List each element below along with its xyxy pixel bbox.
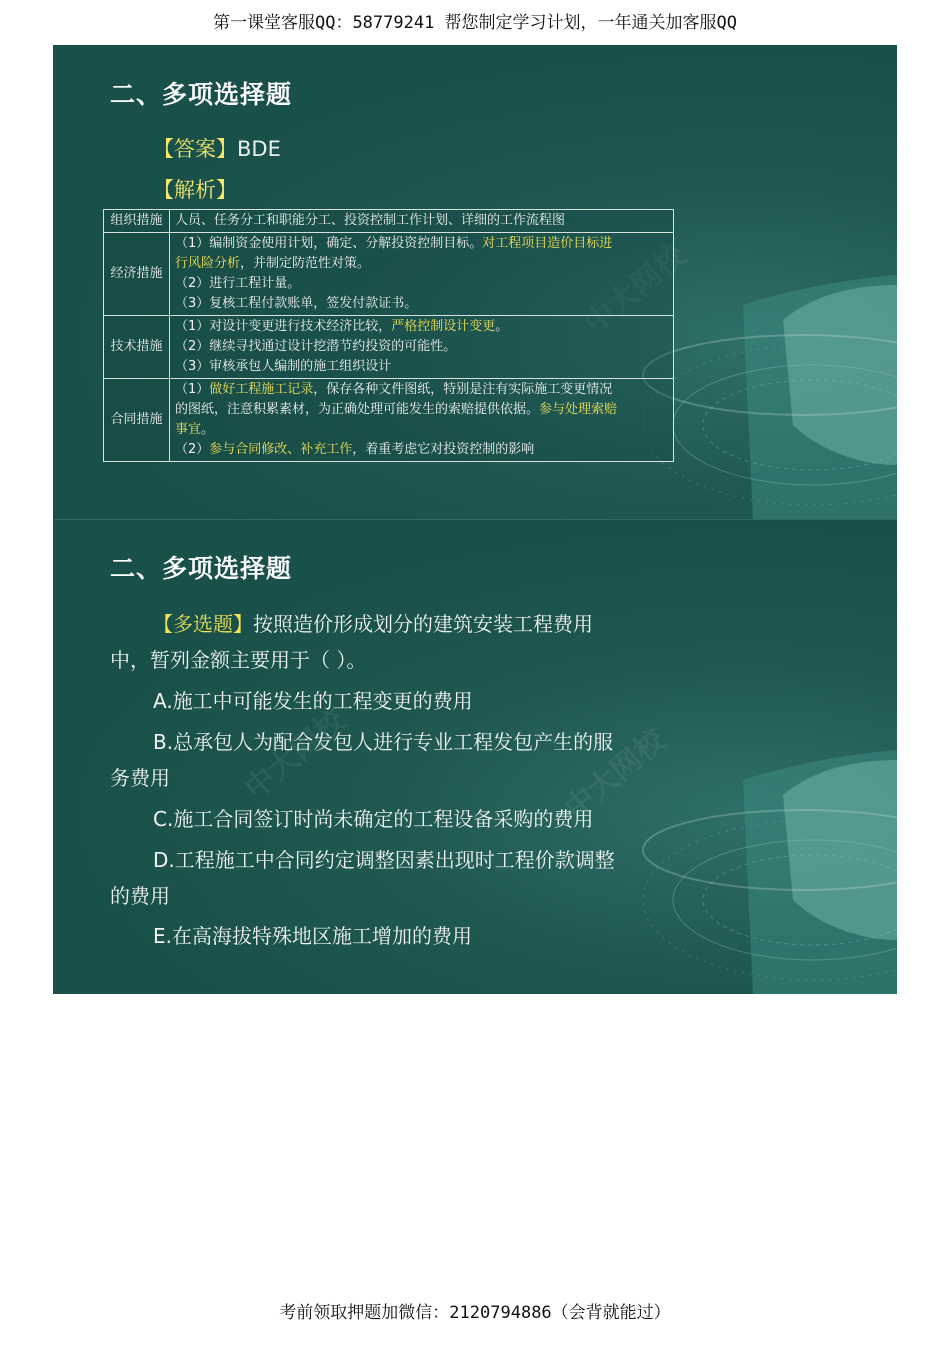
- description-line: [175, 400, 668, 420]
- question-tag: 【多选题】: [153, 612, 253, 636]
- measure-category: 经济措施: [104, 233, 170, 316]
- slide-question: [53, 519, 897, 994]
- table-row: [104, 233, 674, 316]
- option-c: C.施工合同签订时尚未确定的工程设备采购的费用: [153, 807, 594, 831]
- measure-description: [170, 379, 674, 462]
- description-line: [175, 254, 668, 274]
- option-e: E.在高海拔特殊地区施工增加的费用: [153, 924, 472, 948]
- measure-description: [170, 210, 674, 233]
- description-text: （1）对设计变更进行技术经济比较，: [175, 319, 392, 334]
- description-text: （2）: [175, 442, 210, 457]
- description-line: [175, 211, 668, 231]
- description-line: [175, 337, 668, 357]
- highlighted-text: 严格控制设计变更: [391, 319, 496, 334]
- description-text: 人员、任务分工和职能分工、投资控制工作计划、详细的工作流程图: [175, 213, 566, 228]
- description-line: [175, 234, 668, 254]
- table-row: [104, 379, 674, 462]
- watermark: 中大网校: [238, 702, 353, 807]
- description-text: （2）继续寻找通过设计挖潜节约投资的可能性。: [175, 339, 457, 354]
- measure-category: 组织措施: [104, 210, 170, 233]
- measure-description: [170, 233, 674, 316]
- table-row: [104, 210, 674, 233]
- highlighted-text: 行风险分析: [175, 256, 241, 271]
- measure-category: 技术措施: [104, 316, 170, 379]
- description-text: （3）复核工程付款账单，签发付款证书。: [175, 296, 418, 311]
- analysis-label: 【解析】: [153, 178, 237, 202]
- option-d-continued: 的费用: [110, 884, 170, 908]
- description-text: ，保存各种文件图纸，特别是注有实际施工变更情况: [313, 382, 613, 397]
- option-b-continued: 务费用: [110, 766, 170, 790]
- answer-line: [153, 133, 281, 163]
- description-line: [175, 420, 668, 440]
- description-text: （1）: [175, 382, 210, 397]
- measures-table: [103, 209, 674, 462]
- answer-label: 【答案】: [153, 137, 237, 161]
- watermark: 中大网校: [558, 722, 673, 827]
- slide-heading: 二、多项选择题: [110, 80, 293, 109]
- description-line: [175, 380, 668, 400]
- option-d: D.工程施工中合同约定调整因素出现时工程价款调整: [153, 848, 615, 872]
- description-line: [175, 440, 668, 460]
- highlighted-text: 参与处理索赔: [539, 402, 618, 417]
- description-text: （1）编制资金使用计划，确定、分解投资控制目标。: [175, 236, 483, 251]
- description-text: 的图纸，注意积累素材，为正确处理可能发生的索赔提供依据。: [175, 402, 540, 417]
- answer-value: BDE: [237, 137, 281, 161]
- description-text: 。: [495, 319, 509, 334]
- highlighted-text: 事宜: [175, 422, 202, 437]
- question-stem-line-1: [153, 608, 593, 637]
- description-line: [175, 357, 668, 377]
- table-row: [104, 316, 674, 379]
- highlighted-text: 对工程项目造价目标进: [482, 236, 613, 251]
- watermark: 中大网校: [578, 237, 693, 342]
- description-text: 。: [201, 422, 215, 437]
- highlighted-text: 做好工程施工记录: [209, 382, 314, 397]
- slide-heading: 二、多项选择题: [110, 554, 293, 583]
- slide-answer-analysis: [53, 45, 897, 519]
- description-line: [175, 274, 668, 294]
- bottom-banner: 考前领取押题加微信：2120794886（会背就能过）: [279, 1303, 671, 1323]
- top-banner: 第一课堂客服QQ：58779241 帮您制定学习计划，一年通关加客服QQ: [212, 13, 738, 33]
- question-stem-line-2: 中，暂列金额主要用于（ ）。: [110, 648, 367, 672]
- question-text: 按照造价形成划分的建筑安装工程费用: [253, 612, 593, 636]
- description-text: （2）进行工程计量。: [175, 276, 301, 291]
- description-line: [175, 294, 668, 314]
- description-line: [175, 317, 668, 337]
- description-text: ，着重考虑它对投资控制的影响: [352, 442, 535, 457]
- description-text: （3）审核承包人编制的施工组织设计: [175, 359, 392, 374]
- description-text: ，并制定防范性对策。: [240, 256, 371, 271]
- measure-description: [170, 316, 674, 379]
- option-b: B.总承包人为配合发包人进行专业工程发包产生的服: [153, 730, 614, 754]
- measure-category: 合同措施: [104, 379, 170, 462]
- option-a: A.施工中可能发生的工程变更的费用: [153, 689, 473, 713]
- highlighted-text: 参与合同修改、补充工作: [209, 442, 353, 457]
